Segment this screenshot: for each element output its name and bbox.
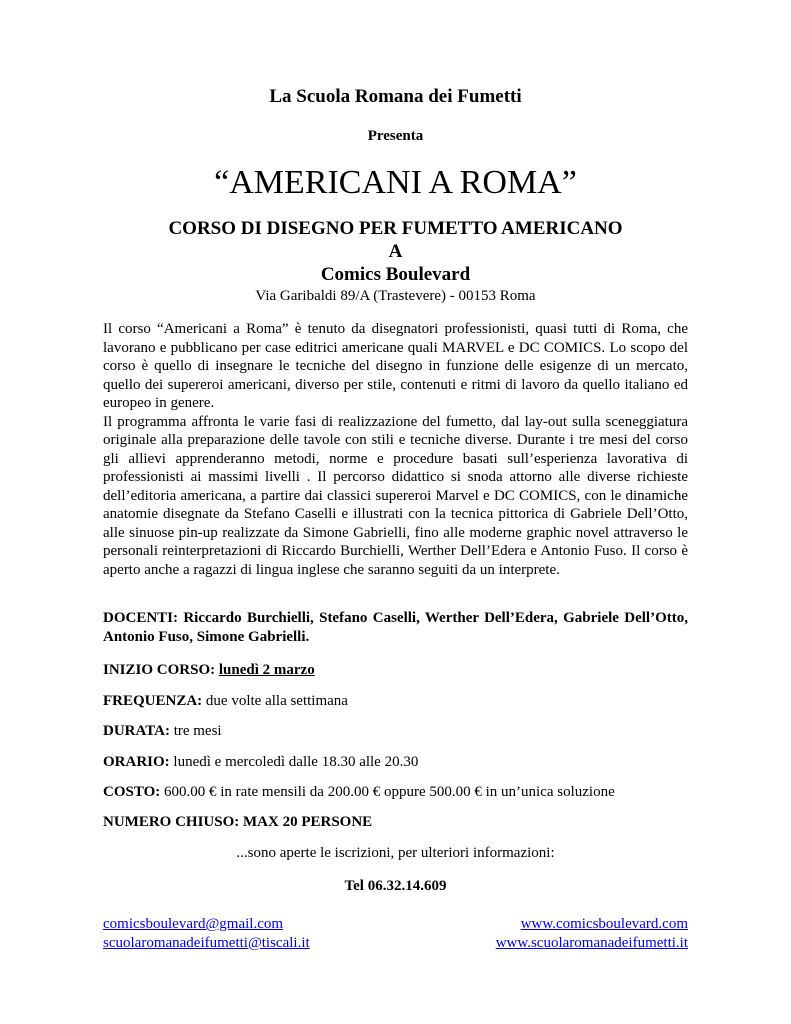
website-link-comicsboulevard[interactable]: www.comicsboulevard.com: [520, 916, 688, 932]
subtitle-line-1: CORSO DI DISEGNO PER FUMETTO AMERICANO: [168, 218, 623, 239]
cost-value: 600.00 € in rate mensili da 200.00 € oppure 500.00 € in un’unica soluzione: [164, 784, 615, 800]
course-subtitle: [103, 217, 688, 286]
start-date-row: [103, 662, 688, 679]
max-participants: NUMERO CHIUSO: MAX 20 PERSONE: [103, 814, 373, 830]
contact-links-row-1: [103, 915, 688, 934]
start-date-label: INIZIO CORSO:: [103, 662, 216, 678]
frequency-value: due volte alla settimana: [205, 693, 348, 709]
course-description: [103, 320, 688, 579]
venue-name: Comics Boulevard: [320, 264, 471, 285]
subtitle-line-2: A: [388, 241, 403, 262]
contact-links-row-2: [103, 934, 688, 953]
venue-address: Via Garibaldi 89/A (Trastevere) - 00153 Roma: [255, 288, 536, 304]
phone-number: Tel 06.32.14.609: [344, 878, 447, 894]
enrollment-notice: ...sono aperte le iscrizioni, per ulteriori informazioni:: [236, 845, 555, 861]
duration-row: [103, 723, 688, 740]
website-link-scuolaromana[interactable]: www.scuolaromanadeifumetti.it: [495, 934, 688, 951]
presents-label: Presenta: [367, 128, 424, 144]
schedule-value: lunedì e mercoledì dalle 18.30 alle 20.30: [173, 754, 419, 770]
duration-label: DURATA:: [103, 723, 170, 739]
email-link-comicsboulevard[interactable]: comicsboulevard@gmail.com: [103, 916, 284, 932]
schedule-label: ORARIO:: [103, 754, 170, 770]
description-paragraph-2: Il programma affronta le varie fasi di realizzazione del fumetto, dal lay-out sulla sceneggiatura originale alla preparazione delle tavole con stili e tecniche diverse. Durante i tre mesi del corso gli allievi apprenderanno metodi, norme e procedure basati sull’esperienza lavorativa di professionisti ai massimi livelli . Il percorso didattico si snoda attorno alle diverse richieste dell’editoria americana, a partire dai classici supereroi Marvel e DC COMICS, con le dinamiche anatomie disegnate da Stefano Caselli e illustrati con la tecnica pittorica di Gabriele Dell’Otto, alle sinuose pin-up realizzate da Simone Gabrielli, fino alle moderne graphic novel attraverso le personali reinterpretazioni di Riccardo Burchielli, Werther Dell’Edera e Antonio Fuso. Il corso è aperto anche a ragazzi di lingua inglese che saranno seguiti da un interprete.: [103, 413, 688, 578]
description-paragraph-1: Il corso “Americani a Roma” è tenuto da disegnatori professionisti, quasi tutti di Roma, che lavorano e pubblicano per case editrici americane quali MARVEL e DC COMICS. Lo scopo del corso è quello di insegnare le tecniche del disegno in funzione delle esigenze di un mercato, quello dei supereroi americani, diverso per stile, contenuti e ritmi di lavoro da quello italiano ed europeo in genere.: [103, 321, 688, 411]
schedule-row: [103, 754, 688, 771]
email-link-scuolaromana[interactable]: scuolaromanadeifumetti@tiscali.it: [103, 934, 310, 951]
cost-label: COSTO:: [103, 784, 161, 800]
duration-value: tre mesi: [173, 723, 222, 739]
frequency-row: [103, 693, 688, 710]
page-title: “AMERICANI A ROMA”: [214, 164, 577, 201]
start-date-value: lunedì 2 marzo: [218, 662, 315, 678]
contact-links: [103, 915, 688, 952]
teachers-list: DOCENTI: Riccardo Burchielli, Stefano Caselli, Werther Dell’Edera, Gabriele Dell’Otto, Antonio Fuso, Simone Gabrielli.: [103, 610, 688, 645]
cost-row: [103, 784, 688, 801]
organization-name: La Scuola Romana dei Fumetti: [269, 86, 522, 107]
frequency-label: FREQUENZA:: [103, 693, 203, 709]
